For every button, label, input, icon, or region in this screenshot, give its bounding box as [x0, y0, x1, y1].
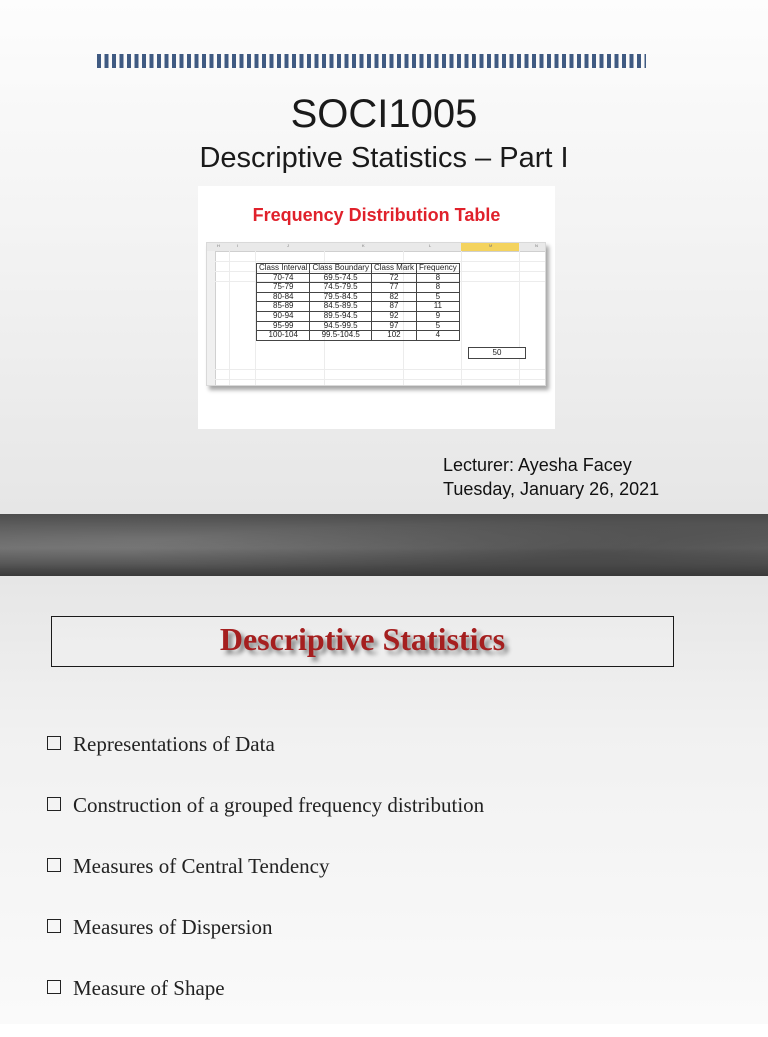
- table-cell: 94.5-99.5: [310, 321, 371, 331]
- column-letter: H: [217, 243, 220, 248]
- table-header-row: [257, 264, 460, 274]
- slide-divider-band: [0, 514, 768, 576]
- list-item-text: Measures of Dispersion: [73, 915, 273, 939]
- table-cell: 70-74: [257, 273, 310, 283]
- table-cell: 11: [416, 302, 459, 312]
- column-letter: M: [489, 243, 493, 248]
- column-header: Class Interval: [257, 264, 310, 274]
- grid-line: [215, 261, 545, 262]
- slide-title-box: [51, 616, 674, 667]
- slide-subtitle: Descriptive Statistics – Part I: [199, 142, 569, 174]
- column-letter: I: [237, 243, 239, 248]
- column-header: Class Mark: [371, 264, 416, 274]
- table-cell: 80-84: [257, 292, 310, 302]
- list-item-text: Representations of Data: [73, 732, 275, 756]
- table-cell: 90-94: [257, 311, 310, 321]
- table-row: [257, 331, 460, 341]
- table-row: [257, 283, 460, 293]
- table-cell: 100-104: [257, 331, 310, 341]
- checkbox-bullet-icon: [47, 797, 61, 811]
- table-cell: 85-89: [257, 302, 310, 312]
- table-cell: 84.5-89.5: [310, 302, 371, 312]
- table-row: [257, 311, 460, 321]
- column-header: Class Boundary: [310, 264, 371, 274]
- table-cell: 74.5-79.5: [310, 283, 371, 293]
- table-cell: 82: [371, 292, 416, 302]
- table-cell: 97: [371, 321, 416, 331]
- spreadsheet-column-header: [207, 243, 545, 252]
- table-cell: 5: [416, 292, 459, 302]
- table-cell: 8: [416, 283, 459, 293]
- checkbox-bullet-icon: [47, 980, 61, 994]
- column-letter: N: [535, 243, 538, 248]
- frequency-total: 50: [468, 347, 526, 359]
- column-header: Frequency: [416, 264, 459, 274]
- grid-line: [215, 369, 545, 370]
- checkbox-bullet-icon: [47, 736, 61, 750]
- table-cell: 72: [371, 273, 416, 283]
- table-cell: 69.5-74.5: [310, 273, 371, 283]
- table-cell: 77: [371, 283, 416, 293]
- frequency-distribution-table: [256, 263, 460, 341]
- list-item-text: Measures of Central Tendency: [73, 854, 330, 878]
- slide-title: Descriptive Statistics: [219, 621, 506, 657]
- spreadsheet: [206, 242, 546, 386]
- table-cell: 99.5-104.5: [310, 331, 371, 341]
- column-letter: J: [287, 243, 289, 248]
- table-cell: 79.5-84.5: [310, 292, 371, 302]
- checkbox-bullet-icon: [47, 919, 61, 933]
- table-cell: 8: [416, 273, 459, 283]
- column-letter: K: [362, 243, 365, 248]
- table-cell: 89.5-94.5: [310, 311, 371, 321]
- table-cell: 9: [416, 311, 459, 321]
- table-cell: 75-79: [257, 283, 310, 293]
- content-slide: [0, 576, 768, 1024]
- column-letter: L: [429, 243, 432, 248]
- table-cell: 102: [371, 331, 416, 341]
- table-cell: 87: [371, 302, 416, 312]
- table-cell: 4: [416, 331, 459, 341]
- list-item-text: Construction of a grouped frequency distribution: [73, 793, 485, 817]
- slide-title: SOCI1005: [290, 92, 478, 136]
- decorative-stripe-bar: [97, 54, 646, 68]
- lecturer-name: Lecturer: Ayesha Facey: [443, 455, 632, 475]
- table-cell: 92: [371, 311, 416, 321]
- table-cell: 95-99: [257, 321, 310, 331]
- frequency-table-image: [198, 186, 555, 429]
- grid-line: [215, 379, 545, 380]
- lecture-date: Tuesday, January 26, 2021: [443, 479, 660, 499]
- list-item-text: Measure of Shape: [73, 976, 225, 1000]
- table-cell: 5: [416, 321, 459, 331]
- lecturer-info: [443, 453, 659, 501]
- title-slide: [0, 0, 768, 514]
- checkbox-bullet-icon: [47, 858, 61, 872]
- image-heading: Frequency Distribution Table: [252, 205, 501, 225]
